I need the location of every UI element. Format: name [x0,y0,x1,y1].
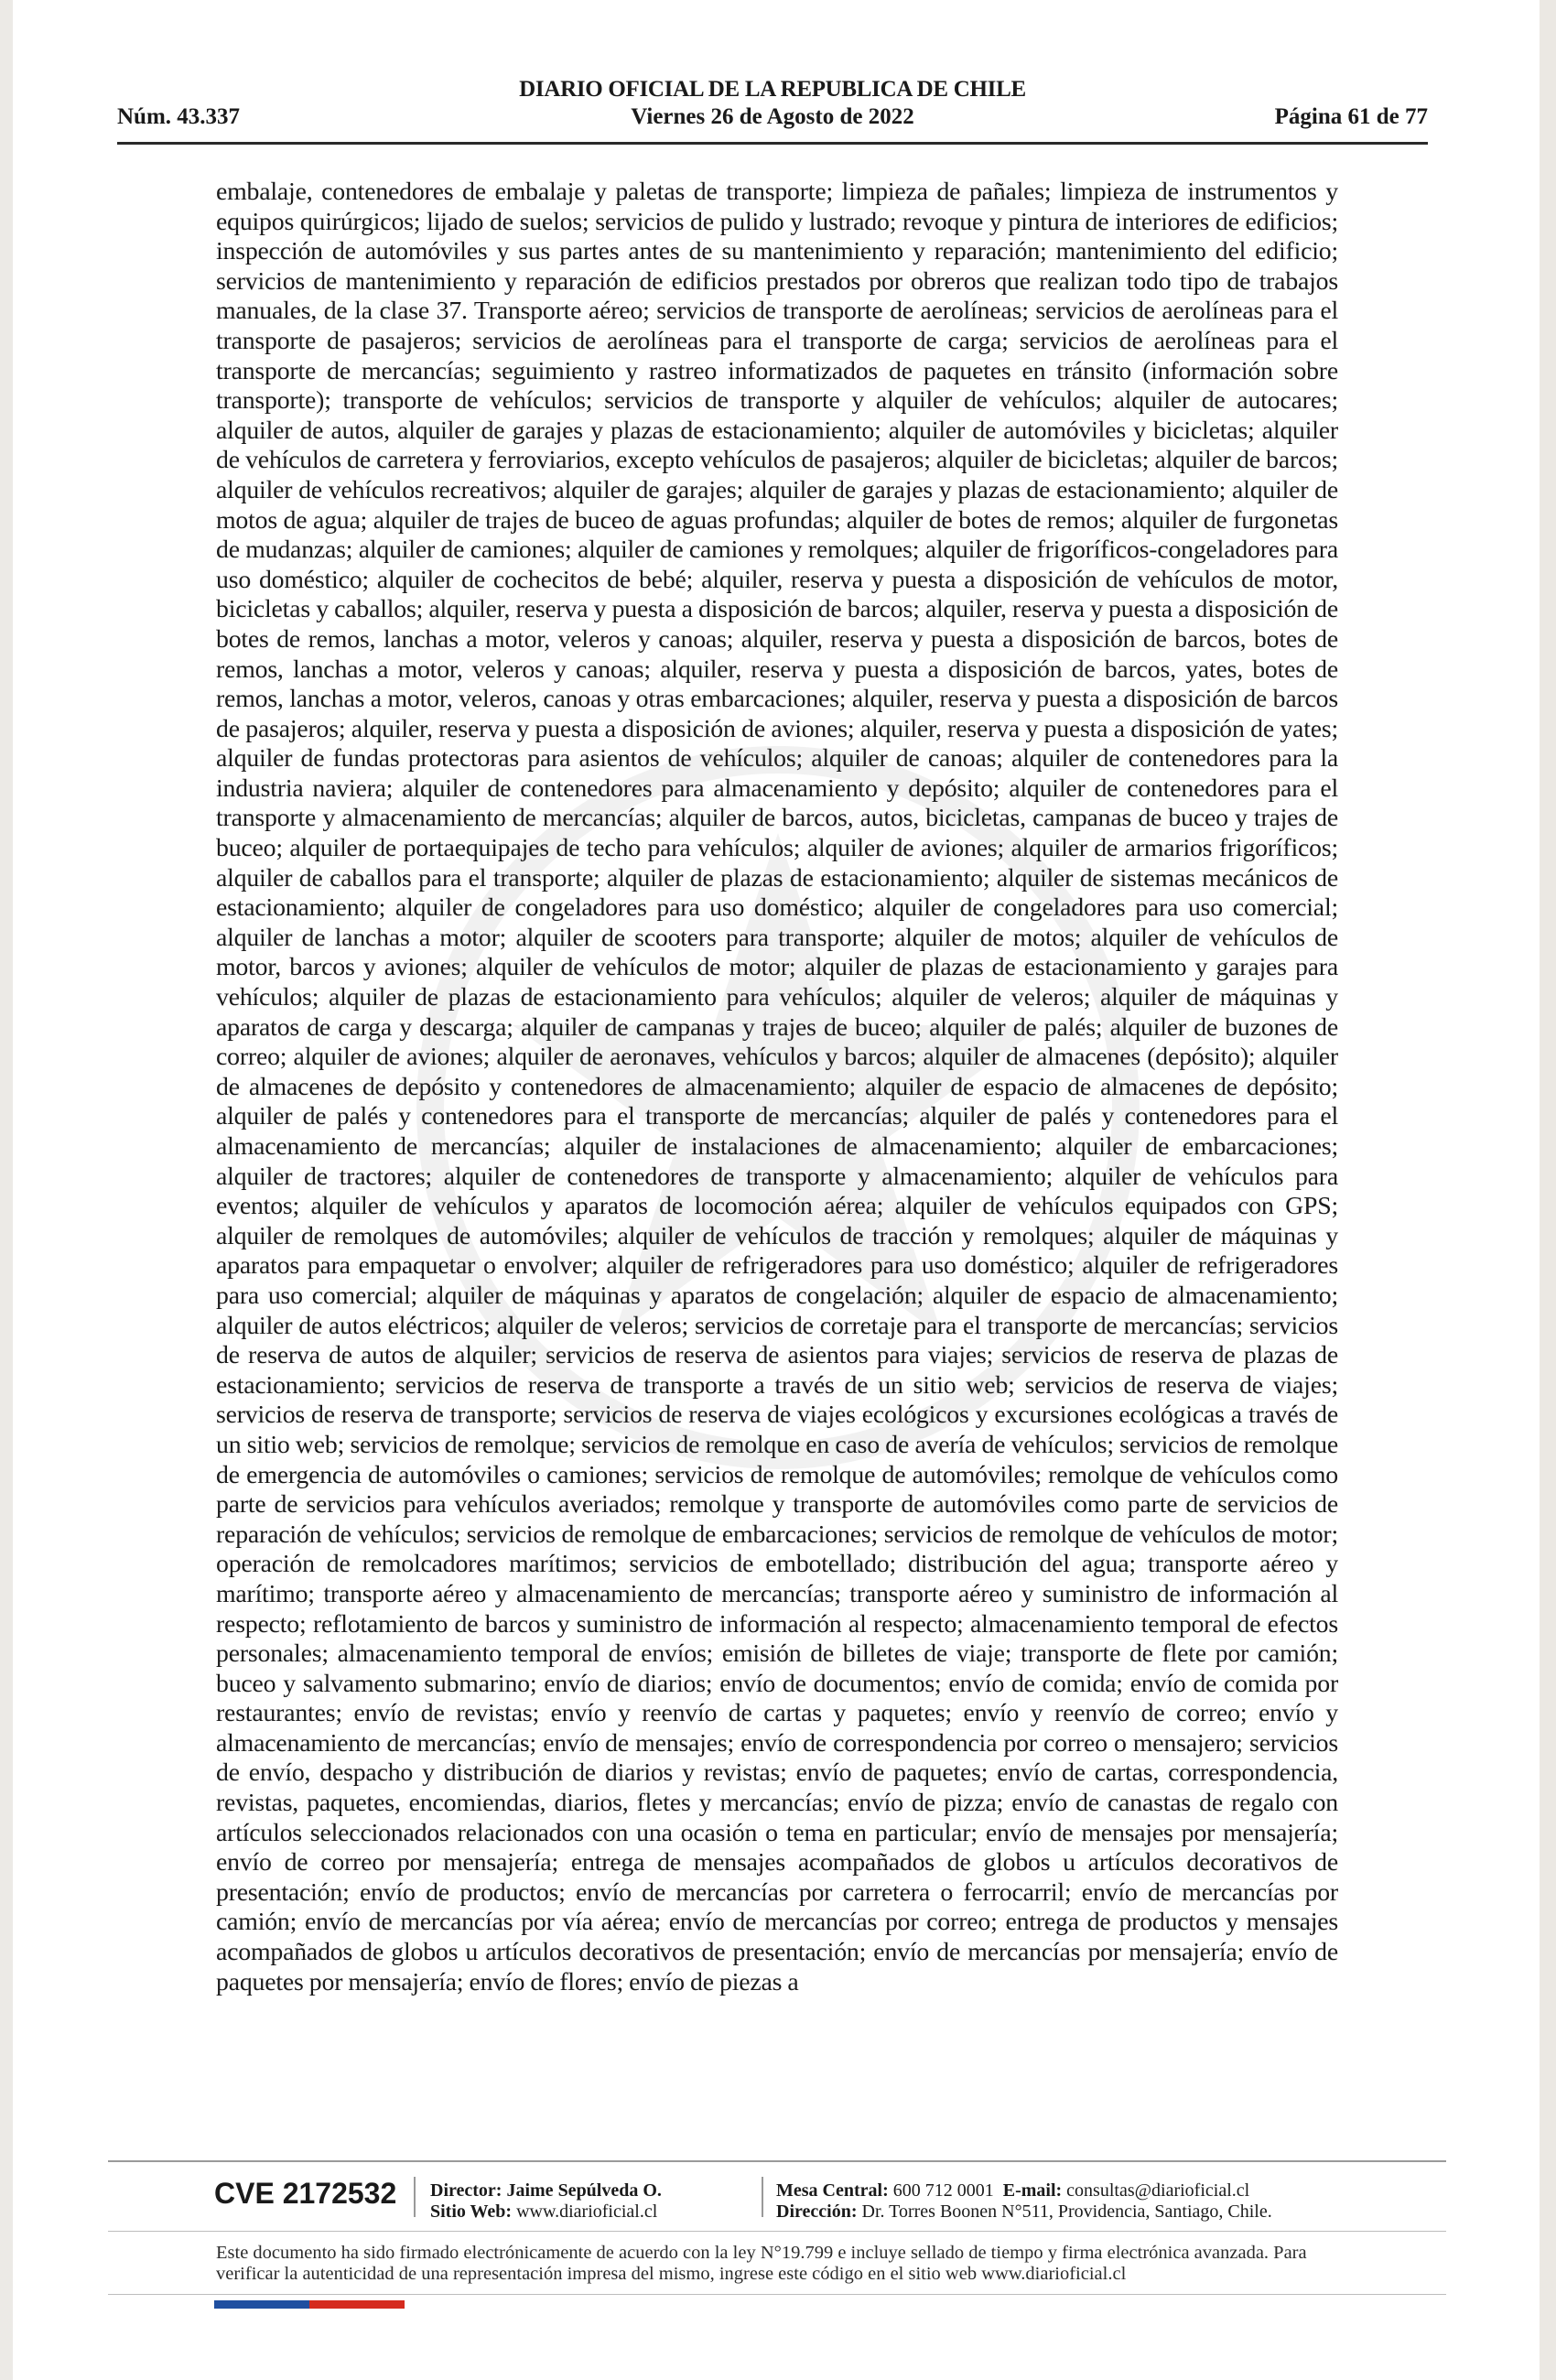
header-info-row [117,104,1428,137]
page-number: Página 61 de 77 [1274,104,1428,129]
scan-margin-right [1540,0,1556,2380]
header-divider [117,142,1428,145]
footer-separator [414,2177,416,2217]
email-link[interactable]: consultas@diarioficial.cl [1066,2180,1250,2201]
footer-contact-block [776,2180,1272,2223]
legal-notice: Este documento ha sido firmado electrónicamente de acuerdo con la ley N°19.799 e incluye sellado de tiempo y firma electrónica avanzada. Para verificar la autenticidad de una representación impresa del mismo, ingrese este código en el sitio web www.diarioficial.cl [216,2243,1307,2284]
issue-number: Núm. 43.337 [117,104,241,129]
body-paragraph: embalaje, contenedores de embalaje y paletas de transporte; limpieza de pañales; limpieza de instrumentos y equipos quirúrgicos; lijado de suelos; servicios de pulido y lustrado; revoque y pintura de interiores de edificios; inspección de automóviles y sus partes antes de su mantenimiento y reparación; mantenimiento del edificio; servicios de mantenimiento y reparación de edificios prestados por obreros que realizan todo tipo de trabajos manuales, de la clase 37. Transporte aéreo; servicios de transporte de aerolíneas; servicios de aerolíneas para el transporte de pasajeros; servicios de aerolíneas para el transporte de carga; servicios de aerolíneas para el transporte de mercancías; seguimiento y rastreo informatizados de paquetes en tránsito (información sobre transporte); transporte de vehículos; servicios de transporte y alquiler de vehículos; alquiler de autocares; alquiler de autos, alquiler de garajes y plazas de estacionamiento; alquiler de automóviles y bicicletas; alquiler de vehículos de carretera y ferroviarios, excepto vehículos de pasajeros; alquiler de bicicletas; alquiler de barcos; alquiler de vehículos recreativos; alquiler de garajes; alquiler de garajes y plazas de estacionamiento; alquiler de motos de agua; alquiler de trajes de buceo de aguas profundas; alquiler de botes de remos; alquiler de furgonetas de mudanzas; alquiler de camiones; alquiler de camiones y remolques; alquiler de frigoríficos-congeladores para uso doméstico; alquiler de cochecitos de bebé; alquiler, reserva y puesta a disposición de vehículos de motor, bicicletas y caballos; alquiler, reserva y puesta a disposición de barcos; alquiler, reserva y puesta a disposición de botes de remos, lanchas a motor, veleros y canoas; alquiler, reserva y puesta a disposición de barcos, botes de remos, lanchas a motor, veleros y canoas; alquiler, reserva y puesta a disposición de barcos, yates, botes de remos, lanchas a motor, veleros, canoas y otras embarcaciones; alquiler, reserva y puesta a disposición de barcos de pasajeros; alquiler, reserva y puesta a disposición de aviones; alquiler, reserva y puesta a disposición de yates; alquiler de fundas protectoras para asientos de vehículos; alquiler de canoas; alquiler de contenedores para la industria naviera; alquiler de contenedores para almacenamiento y depósito; alquiler de contenedores para el transporte y almacenamiento de mercancías; alquiler de barcos, autos, bicicletas, campanas de buceo y trajes de buceo; alquiler de portaequipajes de techo para vehículos; alquiler de aviones; alquiler de armarios frigoríficos; alquiler de caballos para el transporte; alquiler de plazas de estacionamiento; alquiler de sistemas mecánicos de estacionamiento; alquiler de congeladores para uso doméstico; alquiler de congeladores para uso comercial; alquiler de lanchas a motor; alquiler de scooters para transporte; alquiler de motos; alquiler de vehículos de motor, barcos y aviones; alquiler de vehículos de motor; alquiler de plazas de estacionamiento y garajes para vehículos; alquiler de plazas de estacionamiento para vehículos; alquiler de veleros; alquiler de máquinas y aparatos de carga y descarga; alquiler de campanas y trajes de buceo; alquiler de palés; alquiler de buzones de correo; alquiler de aviones; alquiler de aeronaves, vehículos y barcos; alquiler de almacenes (depósito); alquiler de almacenes de depósito y contenedores de almacenamiento; alquiler de espacio de almacenes de depósito; alquiler de palés y contenedores para el transporte de mercancías; alquiler de palés y contenedores para el almacenamiento de mercancías; alquiler de instalaciones de almacenamiento; alquiler de embarcaciones; alquiler de tractores; alquiler de contenedores de transporte y almacenamiento; alquiler de vehículos para eventos; alquiler de vehículos y aparatos de locomoción aérea; alquiler de vehículos equipados con GPS; alquiler de remolques de automóviles; alquiler de vehículos de tracción y remolques; alquiler de máquinas y aparatos para empaquetar o envolver; alquiler de refrigeradores para uso doméstico; alquiler de refrigeradores para uso comercial; alquiler de máquinas y aparatos de congelación; alquiler de espacio de almacenamiento; alquiler de autos eléctricos; alquiler de veleros; servicios de corretaje para el transporte de mercancías; servicios de reserva de autos de alquiler; servicios de reserva de asientos para viajes; servicios de reserva de plazas de estacionamiento; servicios de reserva de transporte a través de un sitio web; servicios de reserva de viajes; servicios de reserva de transporte; servicios de reserva de viajes ecológicos y excursiones ecológicas a través de un sitio web; servicios de remolque; servicios de remolque en caso de avería de vehículos; servicios de remolque de emergencia de automóviles o camiones; servicios de remolque de automóviles; remolque de vehículos como parte de servicios para vehículos averiados; remolque y transporte de automóviles como parte de servicios de reparación de vehículos; servicios de remolque de embarcaciones; servicios de remolque de vehículos de motor; operación de remolcadores marítimos; servicios de embotellado; distribución del agua; transporte aéreo y marítimo; transporte aéreo y almacenamiento de mercancías; transporte aéreo y suministro de información al respecto; reflotamiento de barcos y suministro de información al respecto; almacenamiento temporal de efectos personales; almacenamiento temporal de envíos; emisión de billetes de viaje; transporte de flete por camión; buceo y salvamento submarino; envío de diarios; envío de documentos; envío de comida; envío de comida por restaurantes; envío de revistas; envío y reenvío de cartas y paquetes; envío y reenvío de correo; envío y almacenamiento de mercancías; envío de mensajes; envío de correspondencia por correo o mensajero; servicios de envío, despacho y distribución de diarios y revistas; envío de paquetes; envío de cartas, correspondencia, revistas, paquetes, encomiendas, diarios, fletes y mercancías; envío de pizza; envío de canastas de regalo con artículos seleccionados relacionados con una ocasión o tema en particular; envío de mensajes por mensajería; envío de correo por mensajería; entrega de mensajes acompañados de globos u artículos decorativos de presentación; envío de productos; envío de mercancías por carretera o ferrocarril; envío de mercancías por camión; envío de mercancías por vía aérea; envío de mercancías por correo; entrega de productos y mensajes acompañados de globos u artículos decorativos de presentación; envío de mercancías por mensajería; envío de paquetes por mensajería; envío de flores; envío de piezas a [216,178,1338,1996]
page-header [117,75,1428,148]
website-label: Sitio Web: [430,2202,513,2222]
phone-number: 600 712 0001 [892,2180,994,2201]
phone-label: Mesa Central: [776,2180,889,2201]
flag-stripe-blue [214,2300,309,2309]
footer-divider-bottom [108,2294,1446,2295]
director-label: Director: [430,2180,502,2201]
footer-divider-middle [108,2231,1446,2232]
publication-title: DIARIO OFICIAL DE LA REPUBLICA DE CHILE [519,77,1026,102]
footer-divider-top [108,2160,1446,2162]
cve-code: CVE 2172532 [214,2177,397,2210]
flag-stripe [214,2300,405,2309]
flag-stripe-red [309,2300,405,2309]
address-label: Dirección: [776,2202,858,2222]
footer-separator [762,2177,763,2217]
issue-date: Viernes 26 de Agosto de 2022 [631,104,914,129]
director-name: Jaime Sepúlveda O. [506,2180,662,2201]
email-label: E-mail: [1002,2180,1063,2201]
footer-director-block [430,2180,662,2223]
address-text: Dr. Torres Boonen N°511, Providencia, Santiago, Chile. [861,2202,1272,2222]
website-link[interactable]: www.diarioficial.cl [516,2202,658,2222]
scan-margin-left [0,0,13,2380]
